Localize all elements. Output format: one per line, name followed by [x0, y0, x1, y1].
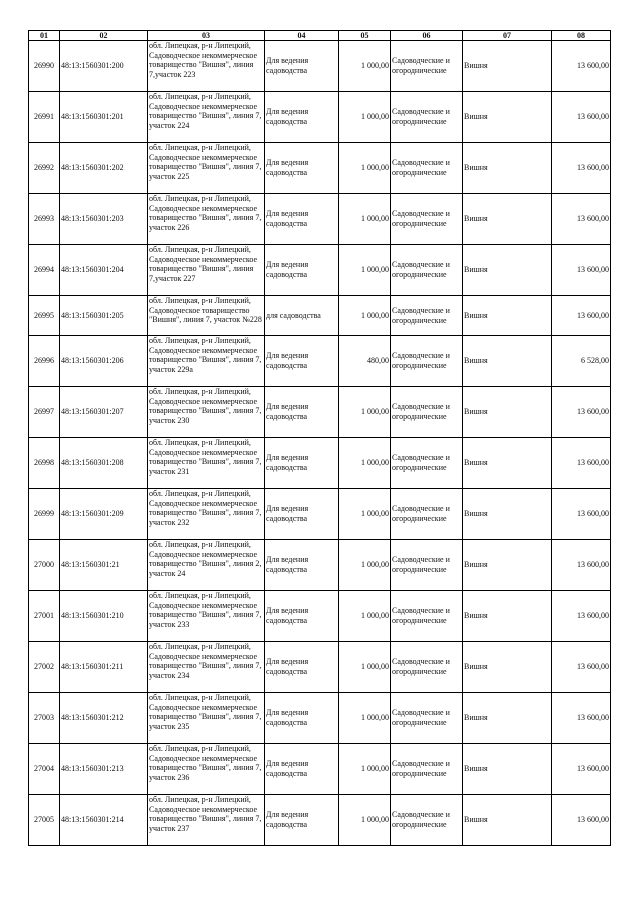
table-row [29, 591, 611, 642]
area-cell: 1 000,00 [339, 438, 391, 489]
address-cell [148, 336, 265, 387]
cadastral-value-cell: 13 600,00 [552, 591, 611, 642]
land-category-cell: Садоводческие и огороднические [391, 92, 463, 143]
address-cell [148, 92, 265, 143]
area-cell: 1 000,00 [339, 591, 391, 642]
cadastral-number-cell: 48:13:1560301:211 [60, 642, 148, 693]
partnership-name-cell: Вишня [463, 591, 552, 642]
permitted-use-cell: Для ведения садоводства [265, 795, 339, 846]
cadastral-value-cell: 13 600,00 [552, 744, 611, 795]
partnership-name-cell: Вишня [463, 642, 552, 693]
permitted-use-cell: Для ведения садоводства [265, 540, 339, 591]
cadastral-value-cell: 13 600,00 [552, 642, 611, 693]
land-category-cell: Садоводческие и огороднические [391, 693, 463, 744]
partnership-name-cell: Вишня [463, 540, 552, 591]
cadastral-value-cell: 13 600,00 [552, 387, 611, 438]
table-body [29, 41, 611, 846]
partnership-name-cell: Вишня [463, 489, 552, 540]
address-text: обл. Липецкая, р-н Липецкий, Садоводческое некоммерческое товарищество "Вишня", линия 7, участок 235 [149, 693, 262, 731]
address-cell [148, 387, 265, 438]
cadastral-value-cell: 13 600,00 [552, 438, 611, 489]
column-header: 05 [339, 31, 391, 41]
table-row [29, 92, 611, 143]
column-header: 07 [463, 31, 552, 41]
land-category-cell: Садоводческие и огороднические [391, 296, 463, 336]
address-cell [148, 540, 265, 591]
land-category-cell: Садоводческие и огороднические [391, 795, 463, 846]
area-cell: 1 000,00 [339, 387, 391, 438]
table-row [29, 489, 611, 540]
permitted-use-cell: Для ведения садоводства [265, 41, 339, 92]
cadastral-value-cell: 13 600,00 [552, 296, 611, 336]
land-category-cell: Садоводческие и огороднические [391, 387, 463, 438]
document-page [28, 30, 611, 846]
partnership-name-cell: Вишня [463, 693, 552, 744]
area-cell: 1 000,00 [339, 194, 391, 245]
column-header: 02 [60, 31, 148, 41]
address-text: обл. Липецкая, р-н Липецкий, Садоводческое некоммерческое товарищество "Вишня", линия 7, участок 226 [149, 194, 262, 232]
partnership-name-cell: Вишня [463, 387, 552, 438]
area-cell: 1 000,00 [339, 245, 391, 296]
permitted-use-cell: Для ведения садоводства [265, 245, 339, 296]
column-header: 06 [391, 31, 463, 41]
row-number-cell: 26993 [29, 194, 60, 245]
area-cell: 1 000,00 [339, 744, 391, 795]
area-cell: 1 000,00 [339, 489, 391, 540]
address-text: обл. Липецкая, р-н Липецкий, Садоводческое некоммерческое товарищество "Вишня", линия 7,участок 227 [149, 245, 258, 283]
address-text: обл. Липецкая, р-н Липецкий, Садоводческое некоммерческое товарищество "Вишня", линия 7, участок 229а [149, 336, 262, 374]
partnership-name-cell: Вишня [463, 336, 552, 387]
address-text: обл. Липецкая, р-н Липецкий, Садоводческое некоммерческое товарищество "Вишня", линия 7, участок 224 [149, 92, 262, 130]
area-cell: 1 000,00 [339, 693, 391, 744]
permitted-use-cell: Для ведения садоводства [265, 591, 339, 642]
address-cell [148, 795, 265, 846]
cadastral-number-cell: 48:13:1560301:214 [60, 795, 148, 846]
permitted-use-cell: Для ведения садоводства [265, 489, 339, 540]
partnership-name-cell: Вишня [463, 194, 552, 245]
land-category-cell: Садоводческие и огороднические [391, 540, 463, 591]
address-cell [148, 489, 265, 540]
permitted-use-cell: Для ведения садоводства [265, 438, 339, 489]
row-number-cell: 27004 [29, 744, 60, 795]
address-text: обл. Липецкая, р-н Липецкий, Садоводческое некоммерческое товарищество "Вишня", линия 7, участок 230 [149, 387, 262, 425]
address-text: обл. Липецкая, р-н Липецкий, Садоводческое некоммерческое товарищество "Вишня", линия 7,участок 223 [149, 41, 258, 79]
column-header: 08 [552, 31, 611, 41]
land-category-cell: Садоводческие и огороднические [391, 438, 463, 489]
table-row [29, 540, 611, 591]
address-text: обл. Липецкая, р-н Липецкий, Садоводческое товарищество "Вишня", линия 7, участок №228 [149, 296, 262, 325]
permitted-use-cell: Для ведения садоводства [265, 642, 339, 693]
table-row [29, 795, 611, 846]
land-category-cell: Садоводческие и огороднические [391, 744, 463, 795]
cadastral-number-cell: 48:13:1560301:209 [60, 489, 148, 540]
address-cell [148, 245, 265, 296]
table-row [29, 194, 611, 245]
partnership-name-cell: Вишня [463, 438, 552, 489]
row-number-cell: 26991 [29, 92, 60, 143]
land-category-cell: Садоводческие и огороднические [391, 591, 463, 642]
permitted-use-cell: Для ведения садоводства [265, 92, 339, 143]
row-number-cell: 26995 [29, 296, 60, 336]
row-number-cell: 26996 [29, 336, 60, 387]
row-number-cell: 26999 [29, 489, 60, 540]
cadastral-value-cell: 13 600,00 [552, 489, 611, 540]
column-header: 04 [265, 31, 339, 41]
land-plots-table [28, 30, 611, 846]
permitted-use-cell: Для ведения садоводства [265, 744, 339, 795]
cadastral-value-cell: 13 600,00 [552, 693, 611, 744]
area-cell: 1 000,00 [339, 41, 391, 92]
cadastral-number-cell: 48:13:1560301:205 [60, 296, 148, 336]
cadastral-value-cell: 13 600,00 [552, 194, 611, 245]
land-category-cell: Садоводческие и огороднические [391, 194, 463, 245]
cadastral-number-cell: 48:13:1560301:210 [60, 591, 148, 642]
table-row [29, 336, 611, 387]
column-header: 01 [29, 31, 60, 41]
partnership-name-cell: Вишня [463, 744, 552, 795]
table-row [29, 296, 611, 336]
table-row [29, 744, 611, 795]
area-cell: 1 000,00 [339, 296, 391, 336]
cadastral-number-cell: 48:13:1560301:203 [60, 194, 148, 245]
cadastral-number-cell: 48:13:1560301:204 [60, 245, 148, 296]
cadastral-value-cell: 13 600,00 [552, 41, 611, 92]
cadastral-number-cell: 48:13:1560301:212 [60, 693, 148, 744]
cadastral-number-cell: 48:13:1560301:200 [60, 41, 148, 92]
permitted-use-cell: для садоводства [265, 296, 339, 336]
land-category-cell: Садоводческие и огороднические [391, 489, 463, 540]
row-number-cell: 26997 [29, 387, 60, 438]
permitted-use-cell: Для ведения садоводства [265, 693, 339, 744]
row-number-cell: 26994 [29, 245, 60, 296]
cadastral-value-cell: 13 600,00 [552, 245, 611, 296]
cadastral-value-cell: 13 600,00 [552, 143, 611, 194]
address-text: обл. Липецкая, р-н Липецкий, Садоводческое некоммерческое товарищество "Вишня", линия 7, участок 225 [149, 143, 262, 181]
area-cell: 480,00 [339, 336, 391, 387]
area-cell: 1 000,00 [339, 795, 391, 846]
area-cell: 1 000,00 [339, 540, 391, 591]
table-row [29, 143, 611, 194]
row-number-cell: 26990 [29, 41, 60, 92]
address-text: обл. Липецкая, р-н Липецкий, Садоводческое некоммерческое товарищество "Вишня", линия 7, участок 237 [149, 795, 262, 833]
row-number-cell: 27003 [29, 693, 60, 744]
cadastral-value-cell: 13 600,00 [552, 540, 611, 591]
permitted-use-cell: Для ведения садоводства [265, 336, 339, 387]
area-cell: 1 000,00 [339, 642, 391, 693]
address-text: обл. Липецкая, р-н Липецкий, Садоводческое некоммерческое товарищество "Вишня", линия 7, участок 231 [149, 438, 262, 476]
cadastral-value-cell: 13 600,00 [552, 795, 611, 846]
address-text: обл. Липецкая, р-н Липецкий, Садоводческое некоммерческое товарищество "Вишня", линия 7, участок 233 [149, 591, 262, 629]
land-category-cell: Садоводческие и огороднические [391, 642, 463, 693]
area-cell: 1 000,00 [339, 143, 391, 194]
permitted-use-cell: Для ведения садоводства [265, 387, 339, 438]
table-row [29, 642, 611, 693]
land-category-cell: Садоводческие и огороднические [391, 245, 463, 296]
table-row [29, 693, 611, 744]
address-cell [148, 296, 265, 336]
table-row [29, 438, 611, 489]
table-row [29, 387, 611, 438]
partnership-name-cell: Вишня [463, 296, 552, 336]
partnership-name-cell: Вишня [463, 92, 552, 143]
permitted-use-cell: Для ведения садоводства [265, 143, 339, 194]
cadastral-number-cell: 48:13:1560301:207 [60, 387, 148, 438]
permitted-use-cell: Для ведения садоводства [265, 194, 339, 245]
row-number-cell: 27001 [29, 591, 60, 642]
address-text: обл. Липецкая, р-н Липецкий, Садоводческое некоммерческое товарищество "Вишня", линия 7, участок 232 [149, 489, 262, 527]
cadastral-value-cell: 13 600,00 [552, 92, 611, 143]
column-header: 03 [148, 31, 265, 41]
row-number-cell: 27005 [29, 795, 60, 846]
address-text: обл. Липецкая, р-н Липецкий, Садоводческое некоммерческое товарищество "Вишня", линия 7, участок 236 [149, 744, 262, 782]
address-text: обл. Липецкая, р-н Липецкий, Садоводческое некоммерческое товарищество "Вишня", линия 2, участок 24 [149, 540, 262, 578]
cadastral-number-cell: 48:13:1560301:202 [60, 143, 148, 194]
header-row [29, 31, 611, 41]
row-number-cell: 27002 [29, 642, 60, 693]
row-number-cell: 27000 [29, 540, 60, 591]
table-row [29, 41, 611, 92]
partnership-name-cell: Вишня [463, 245, 552, 296]
row-number-cell: 26998 [29, 438, 60, 489]
address-text: обл. Липецкая, р-н Липецкий, Садоводческое некоммерческое товарищество "Вишня", линия 7, участок 234 [149, 642, 262, 680]
cadastral-number-cell: 48:13:1560301:201 [60, 92, 148, 143]
address-cell [148, 642, 265, 693]
address-cell [148, 194, 265, 245]
cadastral-number-cell: 48:13:1560301:206 [60, 336, 148, 387]
address-cell [148, 143, 265, 194]
cadastral-number-cell: 48:13:1560301:208 [60, 438, 148, 489]
partnership-name-cell: Вишня [463, 795, 552, 846]
table-header [29, 31, 611, 41]
partnership-name-cell: Вишня [463, 143, 552, 194]
cadastral-number-cell: 48:13:1560301:213 [60, 744, 148, 795]
cadastral-number-cell: 48:13:1560301:21 [60, 540, 148, 591]
land-category-cell: Садоводческие и огороднические [391, 336, 463, 387]
address-cell [148, 693, 265, 744]
address-cell [148, 591, 265, 642]
area-cell: 1 000,00 [339, 92, 391, 143]
table-row [29, 245, 611, 296]
partnership-name-cell: Вишня [463, 41, 552, 92]
address-cell [148, 41, 265, 92]
land-category-cell: Садоводческие и огороднические [391, 143, 463, 194]
address-cell [148, 438, 265, 489]
land-category-cell: Садоводческие и огороднические [391, 41, 463, 92]
cadastral-value-cell: 6 528,00 [552, 336, 611, 387]
row-number-cell: 26992 [29, 143, 60, 194]
address-cell [148, 744, 265, 795]
